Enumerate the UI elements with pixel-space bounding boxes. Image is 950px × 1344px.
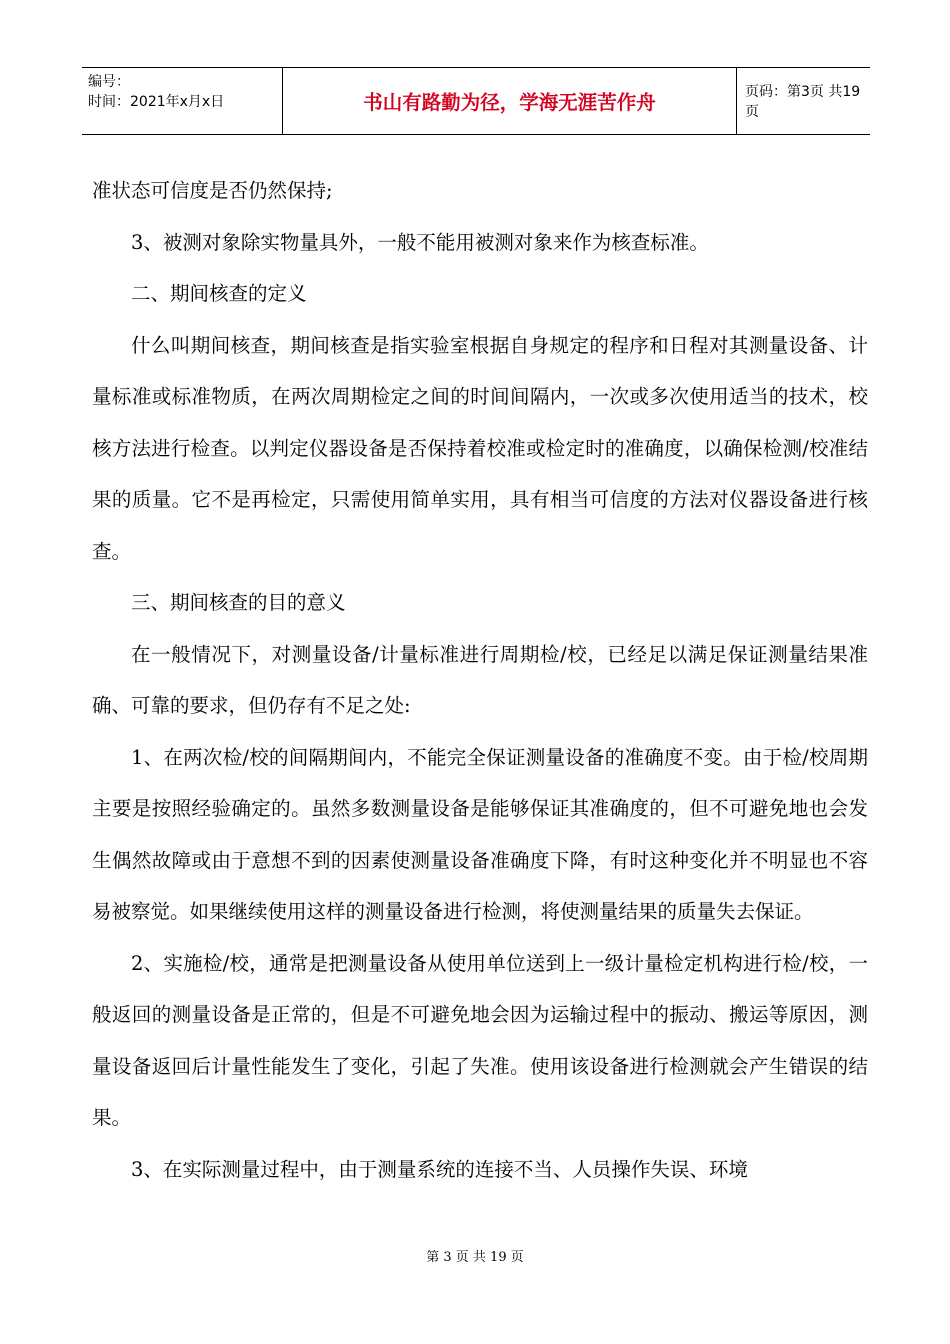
section-heading: 二、期间核查的定义 [131,282,307,305]
paragraph: 在一般情况下，对测量设备/计量标准进行周期检/校，已经足以满足保证测量结果准确、可靠的要求，但仍存有不足之处: [92,642,868,717]
document-number-label: 编号： [88,74,130,90]
page-footer: 第 3 页 共 19 页 [426,1250,524,1265]
paragraph: 3、被测对象除实物量具外，一般不能用被测对象来作为核查标准。 [131,230,709,254]
header-page-info: 页码：第3页 共19页 [745,84,861,120]
paragraph: 3、在实际测量过程中，由于测量系统的连接不当、人员操作失误、环境 [131,1157,748,1181]
page-header [82,67,870,135]
document-body [92,165,868,1195]
document-date-label: 时间：2021年x月x日 [88,94,225,110]
paragraph: 1、在两次检/校的间隔期间内，不能完全保证测量设备的准确度不变。由于检/校周期主要是按照经验确定的。虽然多数测量设备是能够保证其准确度的，但不可避免地也会发生偶然故障或由于意想不到的因素使测量设备准确度下降，有时这种变化并不明显也不容易被察觉。如果继续使用这样的测量设备进行检测，将使测量结果的质量失去保证。 [92,745,868,923]
paragraph: 准状态可信度是否仍然保持; [92,179,333,202]
paragraph: 什么叫期间核查，期间核查是指实验室根据自身规定的程序和日程对其测量设备、计量标准或标准物质，在两次周期检定之间的时间间隔内，一次或多次使用适当的技术，校核方法进行检查。以判定仪器设备是否保持着校准或检定时的准确度，以确保检测/校准结果的质量。它不是再检定，只需使用简单实用，具有相当可信度的方法对仪器设备进行核查。 [92,333,868,563]
header-meta [82,68,282,134]
paragraph: 2、实施检/校，通常是把测量设备从使用单位送到上一级计量检定机构进行检/校，一般返回的测量设备是正常的，但是不可避免地会因为运输过程中的振动、搬运等原因，测量设备返回后计量性能发生了变化，引起了失准。使用该设备进行检测就会产生错误的结果。 [92,951,868,1129]
header-motto: 书山有路勤为径，学海无涯苦作舟 [282,68,737,134]
section-heading: 三、期间核查的目的意义 [131,591,346,614]
